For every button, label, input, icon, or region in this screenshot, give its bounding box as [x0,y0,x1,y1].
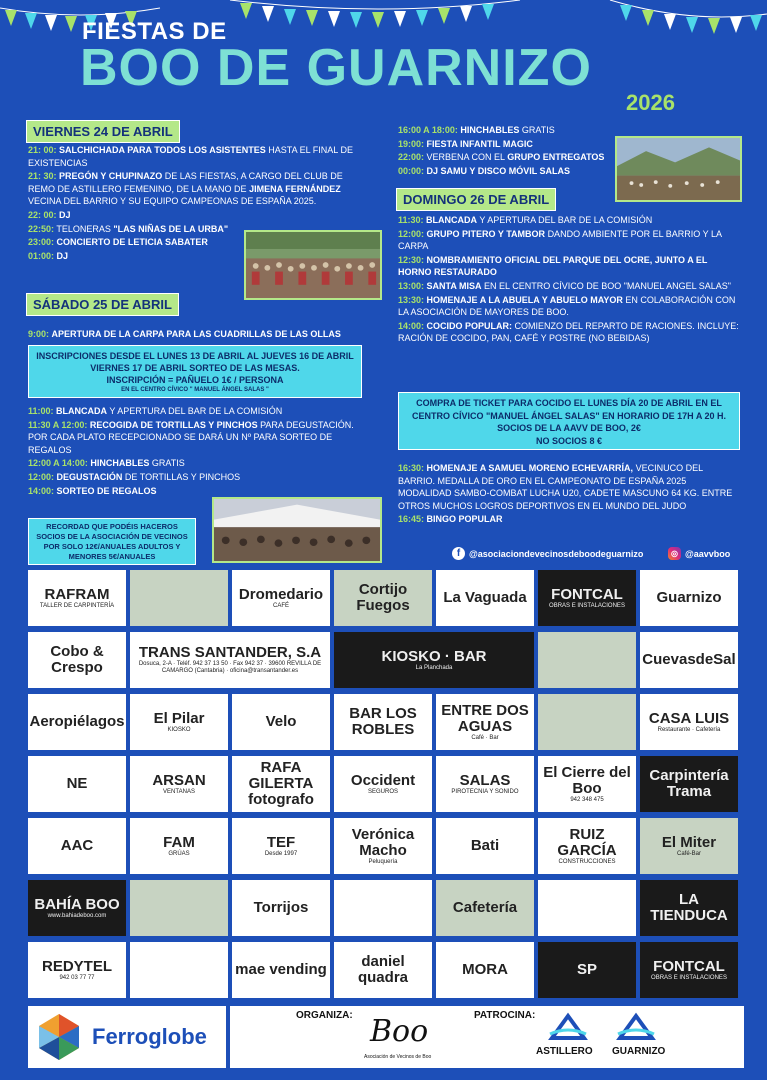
domingo-header: DOMINGO 26 DE ABRIL [396,188,556,211]
sponsor-cobo-crespo [28,632,126,688]
viernes-event: 21: 00: SALCHICHADA PARA TODOS LOS ASISTENTES HASTA EL FINAL DE EXISTENCIAS [28,145,353,168]
title-line2: BOO DE GUARNIZO [80,39,592,97]
guarnizo-icon [616,1012,656,1042]
footer-organiza-patrocina [230,1006,744,1068]
sponsor-label: MORA [462,961,508,978]
sponsor-label: Aeropiélagos [29,713,125,730]
sponsor-label: Occident [350,771,416,789]
sponsor-label: Verónica Macho [351,825,415,859]
sponsor-label: FAM [163,833,195,851]
boo-logo-sub: Asociación de Vecinos de Boo [364,1054,432,1060]
sponsor-label: Carpintería Trama [649,767,729,800]
domingo-event: 13:00: SANTA MISA EN EL CENTRO CÍVICO DE BOO "MANUEL ANGEL SALAS" [398,280,731,291]
sponsor-aeropielagos [28,694,126,750]
sponsor-label: Cortijo Fuegos [356,581,410,614]
domingo-event: 13:30: HOMENAJE A LA ABUELA Y ABUELO MAYOR EN COLABORACIÓN CON LA ASOCIACIÓN DE MAYORES DE BOO. [398,294,736,318]
viernes-header: VIERNES 24 DE ABRIL [26,120,180,143]
sponsor-sponsor-red [538,880,636,936]
sponsor-el-cierre [538,756,636,812]
sabado-tarde-event: 16:00 A 18:00: HINCHABLES GRATIS [398,125,555,135]
sponsor-torrijos [232,880,330,936]
viernes-event: 21: 30: PREGÓN Y CHUPINAZO DE LAS FIESTAS, A CARGO DEL CLUB DE REMO DE ASTILLERO FEMENINO, DE LA MANO DE JIMENA FERNÁNDEZ VECINA DEL BARRIO Y SU EQUIPO CAMPEONAS DE ESPAÑA 2025. [28,171,343,207]
sponsor-label: Cobo & Crespo [50,643,104,676]
domingo-event: 14:00: COCIDO POPULAR: COMIENZO DEL REPARTO DE RACIONES. INCLUYE: RACIÓN DE COCIDO, PAN, CAFÉ Y POSTRE (NO BEBIDAS) [398,320,739,344]
sponsor-la-vaguada [436,570,534,626]
instagram-link[interactable]: ◎ @aavvboo [668,547,730,560]
domingo-late-events [398,462,740,527]
sponsor-redytel [28,942,126,998]
sabado-first: 9:00: APERTURA DE LA CARPA PARA LAS CUADRILLAS DE LAS OLLAS [28,329,341,339]
facebook-link[interactable]: f @asociaciondevecinosdeboodeguarnizo [452,547,643,560]
sponsor-sub: Desde 1997 [264,850,298,857]
sponsor-label: NE [66,775,88,792]
sponsor-label: REDYTEL [41,957,112,975]
sponsor-label: El Pilar [153,709,205,727]
sponsor-sponsor-badge [538,632,636,688]
sponsor-mae-vending [232,942,330,998]
viernes-event: 22: 00: DJ [28,209,71,220]
sponsor-sub: GRÚAS [168,850,190,857]
sponsor-sub: Peluquería [368,858,398,865]
sabado-tarde-event: 19:00: FIESTA INFANTIL MAGIC [398,138,533,149]
sponsor-daniel-quadra [334,942,432,998]
sponsor-trans-santander [130,632,330,688]
sponsor-label: El Cierre del Boo [543,763,631,797]
sponsor-fontcal-2 [640,942,738,998]
sponsor-los-robles [334,694,432,750]
instagram-icon: ◎ [668,547,681,560]
sponsor-bahia-boo [28,880,126,936]
sponsor-salas [436,756,534,812]
sabado-event: 14:00: SORTEO DE REGALOS [28,485,157,496]
sabado-header: SÁBADO 25 DE ABRIL [26,293,179,316]
sponsor-fontcal-1 [538,570,636,626]
sponsor-sub: OBRAS E INSTALACIONES [651,974,727,981]
sabado-event: 11:00: BLANCADA Y APERTURA DEL BAR DE LA COMISIÓN [28,406,283,416]
sponsor-el-miter [640,818,738,874]
sponsor-arsan [130,756,228,812]
sponsor-la-tienduca [640,880,738,936]
sponsor-cuevas-sal [640,632,738,688]
sponsor-gruas-fam [130,818,228,874]
sponsor-sub: 942 03 77 77 [59,974,95,981]
sponsor-el-pilar [130,694,228,750]
sponsor-entre-dos-aguas [436,694,534,750]
boo-logo: Boo [370,1014,429,1049]
sabado-tarde-event: 00:00: DJ SAMU Y DISCO MÓVIL SALAS [398,165,571,176]
sponsor-label: RAFA GILERTA fotografo [248,759,314,808]
domingo-event: 12:00: GRUPO PITERO Y TAMBOR DANDO AMBIENTE POR EL BARRIO Y LA CARPA [398,228,722,252]
sponsor-sub: VENTANAS [163,788,195,795]
sponsor-label: Bati [470,837,500,854]
astillero-text: ASTILLERO [536,1046,593,1057]
sponsor-label: SALAS [459,771,511,789]
sponsor-label: CASA LUIS [648,709,730,727]
sponsor-rafa-gilerta [232,756,330,812]
sponsor-label: CuevasdeSal [642,651,736,668]
sponsor-sub: KIOSKO [167,726,191,733]
domingo-events [398,214,740,346]
viernes-event: 01:00: DJ [28,250,69,261]
sponsor-label: ARSAN [152,771,206,789]
sponsor-bati [436,818,534,874]
sabado-event: 11:30 A 12:00: RECOGIDA DE TORTILLAS Y PINCHOS PARA DEGUSTACIÓN. POR CADA PLATO RECEPCIONADO SE DARÁ UN Nº PARA SORTEO DE REGALOS [28,419,354,455]
sponsor-sub: Dosuca, 2-A · Teléf. 942 37 13 50 · Fax 942 37 · 39600 REVILLA DE CAMARGO (Cantabria) · oficina@transantander.es [138,661,322,674]
sponsor-label: RAFRAM [44,585,110,603]
sponsor-label: KIOSKO · BAR [381,647,487,665]
inscripciones-box: INSCRIPCIONES DESDE EL LUNES 13 DE ABRIL AL JUEVES 16 DE ABRIL VIERNES 17 DE ABRIL SORTEO DE LAS MESAS. INSCRIPCIÓN = PAÑUELO 1€ / PERSONA EN EL CENTRO CÍVICO " MANUEL ÁNGEL SALAS " [28,345,362,398]
tent-photo [212,497,382,563]
sponsor-aac [28,818,126,874]
title-year: 2026 [626,90,675,115]
domingo-event: 12:30: NOMBRAMIENTO OFICIAL DEL PARQUE DEL OCRE, JUNTO A EL HORNO RESTAURADO [398,254,708,278]
sponsor-mora [436,942,534,998]
ferroglobe-logo [28,1006,226,1068]
sponsor-sponsor-flyer [130,570,228,626]
sponsor-occident [334,756,432,812]
crowd-photo [244,230,382,300]
sponsor-sub: CONSTRUCCIONES [558,858,616,865]
sponsor-label: TRANS SANTANDER, S.A [138,644,322,661]
sponsor-sub: Café · Bar [471,734,499,741]
guarnizo-text: GUARNIZO [612,1046,666,1057]
sponsor-casa-luis [640,694,738,750]
sponsor-trama [640,756,738,812]
sabado-events [28,405,358,498]
sponsor-label: daniel quadra [357,953,408,986]
patrocina-label: PATROCINA: [474,1010,536,1021]
sponsor-label: ENTRE DOS AGUAS [441,701,529,735]
sponsor-sponsor-pink [538,694,636,750]
sponsor-sub: TALLER DE CARPINTERÍA [39,602,115,609]
sponsor-la-planchada [334,632,534,688]
sponsor-guarnizo-shop [640,570,738,626]
sabado-tarde-events [398,124,613,178]
sponsor-tef [232,818,330,874]
title-line1: FIESTAS DE [82,18,227,45]
sponsor-sub: CAFÉ [272,602,289,609]
sponsor-dromedario [232,570,330,626]
domingo-event: 16:45: BINGO POPULAR [398,514,503,525]
sponsor-veronica [334,818,432,874]
sponsor-label: BAR LOS ROBLES [349,705,417,738]
sponsor-label: mae vending [235,961,327,978]
sponsor-label: Torrijos [253,899,309,916]
sponsor-sp [538,942,636,998]
viernes-event: 22:50: TELONERAS "LAS NIÑAS DE LA URBA" [28,223,229,234]
sponsor-sub: OBRAS E INSTALACIONES [549,602,625,609]
sponsor-grid [28,570,740,998]
sponsor-label: Velo [265,713,297,730]
sponsor-ruiz-garcia [538,818,636,874]
domingo-event: 11:30: BLANCADA Y APERTURA DEL BAR DE LA COMISIÓN [398,215,653,225]
sponsor-label: Cafetería [452,899,518,916]
facebook-icon: f [452,547,465,560]
sabado-event: 12:00: DEGUSTACIÓN DE TORTILLAS Y PINCHOS [28,471,241,482]
ticket-box: COMPRA DE TICKET PARA COCIDO EL LUNES DÍA 20 DE ABRIL EN EL CENTRO CÍVICO "MANUEL ÁNGEL SALAS" EN HORARIO DE 17H A 20 H. SOCIOS DE LA AAVV DE BOO, 2€ NO SOCIOS 8 € [398,392,740,450]
sponsor-label: SP [576,961,597,978]
sponsor-sponsor-round [130,942,228,998]
sponsor-label: FONTCAL [653,957,725,975]
sponsor-cafeteria [436,880,534,936]
sponsor-rafram [28,570,126,626]
sponsor-label: FONTCAL [551,585,623,603]
ferroglobe-text: Ferroglobe [92,1024,207,1049]
sponsor-label: La Vaguada [443,589,527,606]
sponsor-transportes [334,880,432,936]
sponsor-sub: SEGUROS [367,788,398,795]
landscape-photo [615,136,742,202]
sponsor-cortijo [334,570,432,626]
organiza-label: ORGANIZA: [296,1010,353,1021]
sponsor-velo [232,694,330,750]
sponsor-sub: Café-Bar [676,850,701,857]
recordad-box: RECORDAD QUE PODÉIS HACEROS SOCIOS DE LA ASOCIACIÓN DE VECINOS POR SOLO 12€/ANUALES ADULTOS Y MENORES 5€/ANUALES [28,518,196,565]
ferroglobe-icon [34,1012,84,1062]
sponsor-sub: La Planchada [415,664,453,671]
sponsor-label: BAHÍA BOO [34,895,120,913]
sabado-event: 12:00 A 14:00: HINCHABLES GRATIS [28,458,185,469]
sabado-tarde-event: 22:00: VERBENA CON EL GRUPO ENTREGATOS [398,152,605,163]
sponsor-sub: 942 348 475 [570,796,604,803]
sponsor-label: Guarnizo [656,589,722,606]
sponsor-ne [28,756,126,812]
sponsor-sub: Restaurante · Cafetería [657,726,721,733]
sponsor-label: El Miter [661,833,717,851]
domingo-event: 16:30: HOMENAJE A SAMUEL MORENO ECHEVARRÍA, VECINUCO DEL BARRIO. MEDALLA DE ORO EN EL CAMPEONATO DE ESPAÑA 2025 MODALIDAD SAMBO-COMBAT LUCHA U20, CADETE MASCUNO 64 KG. ENTRE OTROS MUCHOS LOGROS DEPORTIVOS EN EL MUNDO DEL JUDO [398,463,733,511]
sponsor-label: TEF [266,833,296,851]
sponsor-sub: www.bahiadeboo.com [47,912,107,919]
sponsor-sub: PIROTECNIA Y SONIDO [451,788,519,795]
sponsor-label: RUIZ GARCÍA [557,825,617,859]
sponsor-label: LA TIENDUCA [650,891,728,924]
astillero-icon [548,1012,588,1042]
viernes-event: 23:00: CONCIERTO DE LETICIA SABATER [28,237,208,248]
sponsor-sponsor-shop [130,880,228,936]
sponsor-label: AAC [60,837,94,854]
sponsor-label: Dromedario [238,585,324,603]
